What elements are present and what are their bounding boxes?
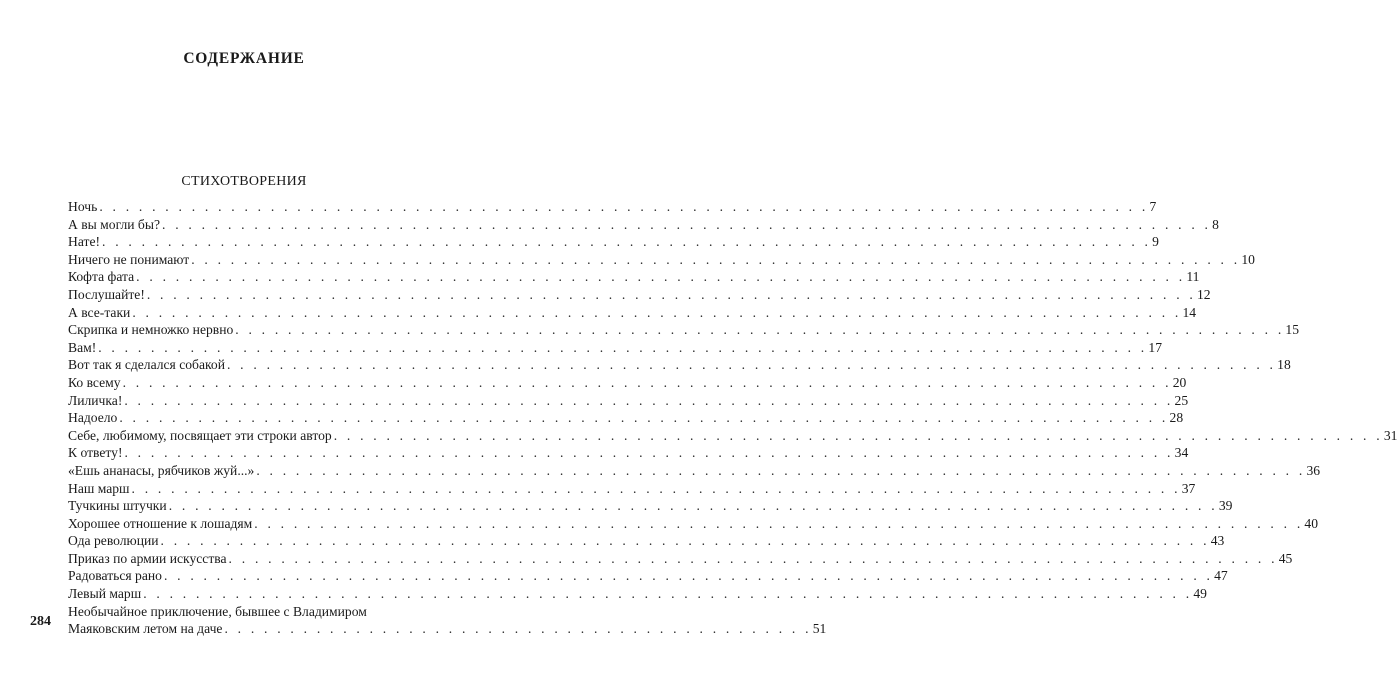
- toc-entry: [68, 567, 1228, 585]
- toc-entry-page: 40: [1304, 515, 1319, 531]
- toc-entry-page: 34: [1174, 445, 1189, 461]
- toc-entry-multiline-first-line: [68, 603, 432, 621]
- toc-entry-title: К ответу!: [68, 445, 123, 461]
- toc-entry-page: 43: [1210, 533, 1225, 549]
- toc-entry-title: Вот так я сделался собакой: [68, 357, 225, 373]
- toc-entry: [68, 216, 1219, 234]
- toc-entry-title: Ничего не понимают: [68, 251, 190, 267]
- toc-entry-multiline-second-line: [68, 620, 827, 638]
- toc-entry-title: Скрипка и немножко нервно: [68, 322, 234, 338]
- dot-leader: . . . . . . . . . . . . . . . . . . . . . . . . . . . . . . . . . . . . . . . . . . . . .: [224, 621, 812, 637]
- toc-entry-page: 12: [1197, 286, 1211, 302]
- toc-entry-title: Ко всему: [68, 374, 121, 390]
- toc-entry-title: Наш марш: [68, 480, 130, 496]
- toc-entry-title: Необычайное приключение, бывшее с Владимиром: [68, 603, 367, 619]
- toc-entry: [68, 409, 1184, 427]
- toc-entry-title: Себе, любимому, посвящает эти строки автор: [68, 427, 332, 443]
- toc-entry-title: Хорошее отношение к лошадям: [68, 515, 253, 531]
- toc-entry-page: 14: [1182, 304, 1197, 320]
- toc-entry: [68, 374, 1187, 392]
- dot-leader: . . . . . . . . . . . . . . . . . . . . . . . . . . . . . . . . . . . . . . . . . . . . . . . . . . . . . . . . . . . . . . . . . . . . . . . . . . . . . . . .: [124, 445, 1174, 461]
- toc-entry: [68, 304, 1197, 322]
- toc-entry-title: А все-таки: [68, 304, 131, 320]
- page-heading: СОДЕРЖАНИЕ: [183, 50, 305, 67]
- toc-entry: [68, 198, 1157, 216]
- toc-entry: [68, 444, 1189, 462]
- dot-leader: . . . . . . . . . . . . . . . . . . . . . . . . . . . . . . . . . . . . . . . . . . . . . . . . . . . . . . . . . . . . . . . . . . . . . . . . . . . . . . . .: [191, 251, 1241, 267]
- dot-leader: . . . . . . . . . . . . . . . . . . . . . . . . . . . . . . . . . . . . . . . . . . . . . . . . . . . . . . . . . . . . . . . . . . . . . . . . . . . . . . . .: [122, 374, 1172, 390]
- toc-entry-title: Нате!: [68, 234, 100, 250]
- dot-leader: . . . . . . . . . . . . . . . . . . . . . . . . . . . . . . . . . . . . . . . . . . . . . . . . . . . . . . . . . . . . . . . . . . . . . . . . . . . . . . . .: [256, 462, 1306, 478]
- toc-entry-page: 7: [1149, 199, 1157, 214]
- toc-entry-page: 17: [1148, 339, 1162, 355]
- toc-entry: [68, 356, 1291, 374]
- dot-leader: . . . . . . . . . . . . . . . . . . . . . . . . . . . . . . . . . . . . . . . . . . . . . . . . . . . . . . . . . . . . . . . . . . . . . . . . . . . . . . . .: [102, 234, 1152, 250]
- toc-entries: [68, 198, 1397, 603]
- toc-entry-page: 25: [1174, 392, 1189, 408]
- toc-entry-title: Левый марш: [68, 586, 142, 602]
- toc-entry: [68, 251, 1255, 269]
- toc-entry-title: Надоело: [68, 410, 118, 426]
- toc-entry-title: Кофта фата: [68, 269, 135, 285]
- dot-leader: . . . . . . . . . . . . . . . . . . . . . . . . . . . . . . . . . . . . . . . . . . . . . . . . . . . . . . . . . . . . . . . . . . . . . . . . . . . . . . . .: [160, 533, 1210, 549]
- toc-entry: [68, 550, 1293, 568]
- toc-entry-page: 51: [812, 621, 827, 637]
- dot-leader: . . . . . . . . . . . . . . . . . . . . . . . . . . . . . . . . . . . . . . . . . . . . . . . . . . . . . . . . . . . . . . . . . . . . . . . . . . . . . . . .: [132, 304, 1182, 320]
- toc-entry: [68, 392, 1189, 410]
- toc-entry: [68, 532, 1225, 550]
- dot-leader: . . . . . . . . . . . . . . . . . . . . . . . . . . . . . . . . . . . . . . . . . . . . . . . . . . . . . . . . . . . . . . . . . . . . . . . . . . . . . . . .: [228, 550, 1278, 566]
- table-of-contents: [68, 198, 1397, 638]
- toc-entry: [68, 480, 1196, 498]
- toc-entry-page: 31: [1383, 427, 1397, 443]
- section-title: СТИХОТВОРЕНИЯ: [181, 174, 307, 189]
- toc-entry-page: 37: [1181, 480, 1196, 496]
- toc-entry-page: 15: [1285, 322, 1300, 338]
- toc-entry-title: Тучкины штучки: [68, 498, 167, 514]
- toc-entry: [68, 233, 1159, 251]
- toc-entry: [68, 515, 1319, 533]
- dot-leader: . . . . . . . . . . . . . . . . . . . . . . . . . . . . . . . . . . . . . . . . . . . . . . . . . . . . . . . . . . . . . . . . . . . . . . . . . . . . . . . .: [162, 216, 1212, 232]
- toc-entry: [68, 427, 1397, 445]
- toc-entry-title: Послушайте!: [68, 286, 145, 302]
- toc-entry-page: 10: [1241, 251, 1255, 267]
- toc-entry-title: Радоваться рано: [68, 568, 162, 584]
- dot-leader: . . . . . . . . . . . . . . . . . . . . . . . . . . . . . . . . . . . . . . . . . . . . . . . . . . . . . . . . . . . . . . . . . . . . . . . . . . . . . . . .: [226, 357, 1277, 373]
- toc-entry-page: 11: [1186, 269, 1200, 285]
- dot-leader: . . . . . . . . . . . . . . . . . . . . . . . . . . . . . . . . . . . . . . . . . . . . . . . . . . . . . . . . . . . . . . . . . . . . . . . . . . . . . . . .: [131, 480, 1181, 496]
- dot-leader: . . . . . . . . . . . . . . . . . . . . . . . . . . . . . . . . . . . . . . . . . . . . . . . . . . . . . . . . . . . . . . . . . . . . . . . . . . . . . . . .: [235, 322, 1285, 338]
- toc-entry: [68, 339, 1162, 357]
- toc-entry: [68, 462, 1321, 480]
- toc-entry: [68, 268, 1200, 286]
- dot-leader: . . . . . . . . . . . . . . . . . . . . . . . . . . . . . . . . . . . . . . . . . . . . . . . . . . . . . . . . . . . . . . . . . . . . . . . . . . . . . . . .: [163, 568, 1214, 584]
- page-number: 284: [30, 614, 51, 629]
- toc-entry-title: «Ешь ананасы, рябчиков жуй...»: [68, 462, 255, 478]
- toc-entry-page: 45: [1278, 550, 1293, 566]
- toc-entry: [68, 321, 1300, 339]
- dot-leader: . . . . . . . . . . . . . . . . . . . . . . . . . . . . . . . . . . . . . . . . . . . . . . . . . . . . . . . . . . . . . . . . . . . . . . . . . . . . . . . .: [99, 199, 1149, 214]
- toc-entry-title: Ода революции: [68, 533, 159, 549]
- toc-entry-page: 28: [1169, 410, 1184, 426]
- dot-leader: . . . . . . . . . . . . . . . . . . . . . . . . . . . . . . . . . . . . . . . . . . . . . . . . . . . . . . . . . . . . . . . . . . . . . . . . . . . . . . . .: [136, 269, 1186, 285]
- dot-leader: . . . . . . . . . . . . . . . . . . . . . . . . . . . . . . . . . . . . . . . . . . . . . . . . . . . . . . . . . . . . . . . . . . . . . . . . . . . . . . . .: [254, 515, 1304, 531]
- toc-entry: [68, 497, 1233, 515]
- dot-leader: . . . . . . . . . . . . . . . . . . . . . . . . . . . . . . . . . . . . . . . . . . . . . . . . . . . . . . . . . . . . . . . . . . . . . . . . . . . . . . . .: [143, 586, 1193, 602]
- toc-entry-title: Лиличка!: [68, 392, 123, 408]
- toc-entry-page: 36: [1306, 462, 1321, 478]
- dot-leader: . . . . . . . . . . . . . . . . . . . . . . . . . . . . . . . . . . . . . . . . . . . . . . . . . . . . . . . . . . . . . . . . . . . . . . . . . . . . . . . .: [146, 286, 1196, 302]
- dot-leader: . . . . . . . . . . . . . . . . . . . . . . . . . . . . . . . . . . . . . . . . . . . . . . . . . . . . . . . . . . . . . . . . . . . . . . . . . . . . . . . .: [333, 427, 1383, 443]
- toc-entry-title: Приказ по армии искусства: [68, 550, 227, 566]
- toc-entry-page: 49: [1193, 586, 1207, 602]
- toc-entry: [68, 585, 1207, 603]
- toc-entry-page: 47: [1214, 568, 1228, 584]
- dot-leader: . . . . . . . . . . . . . . . . . . . . . . . . . . . . . . . . . . . . . . . . . . . . . . . . . . . . . . . . . . . . . . . . . . . . . . . . . . . . . . . .: [168, 498, 1218, 514]
- toc-entry-title: Вам!: [68, 339, 97, 355]
- toc-entry-page: 20: [1172, 374, 1187, 390]
- toc-entry-page: 18: [1277, 357, 1291, 373]
- dot-leader: . . . . . . . . . . . . . . . . . . . . . . . . . . . . . . . . . . . . . . . . . . . . . . . . . . . . . . . . . . . . . . . . . . . . . . . . . . . . . . . .: [119, 410, 1169, 426]
- toc-entry-title: А вы могли бы?: [68, 216, 160, 232]
- dot-leader: . . . . . . . . . . . . . . . . . . . . . . . . . . . . . . . . . . . . . . . . . . . . . . . . . . . . . . . . . . . . . . . . . . . . . . . . . . . . . . . .: [98, 339, 1148, 355]
- toc-entry-title: Ночь: [68, 199, 98, 214]
- toc-entry-page: 39: [1218, 498, 1233, 514]
- toc-entry-page: 8: [1212, 216, 1219, 232]
- toc-entry-page: 9: [1152, 234, 1159, 250]
- toc-entry-title: Маяковским летом на даче: [68, 621, 223, 637]
- dot-leader: . . . . . . . . . . . . . . . . . . . . . . . . . . . . . . . . . . . . . . . . . . . . . . . . . . . . . . . . . . . . . . . . . . . . . . . . . . . . . . . .: [124, 392, 1174, 408]
- toc-entry: [68, 286, 1211, 304]
